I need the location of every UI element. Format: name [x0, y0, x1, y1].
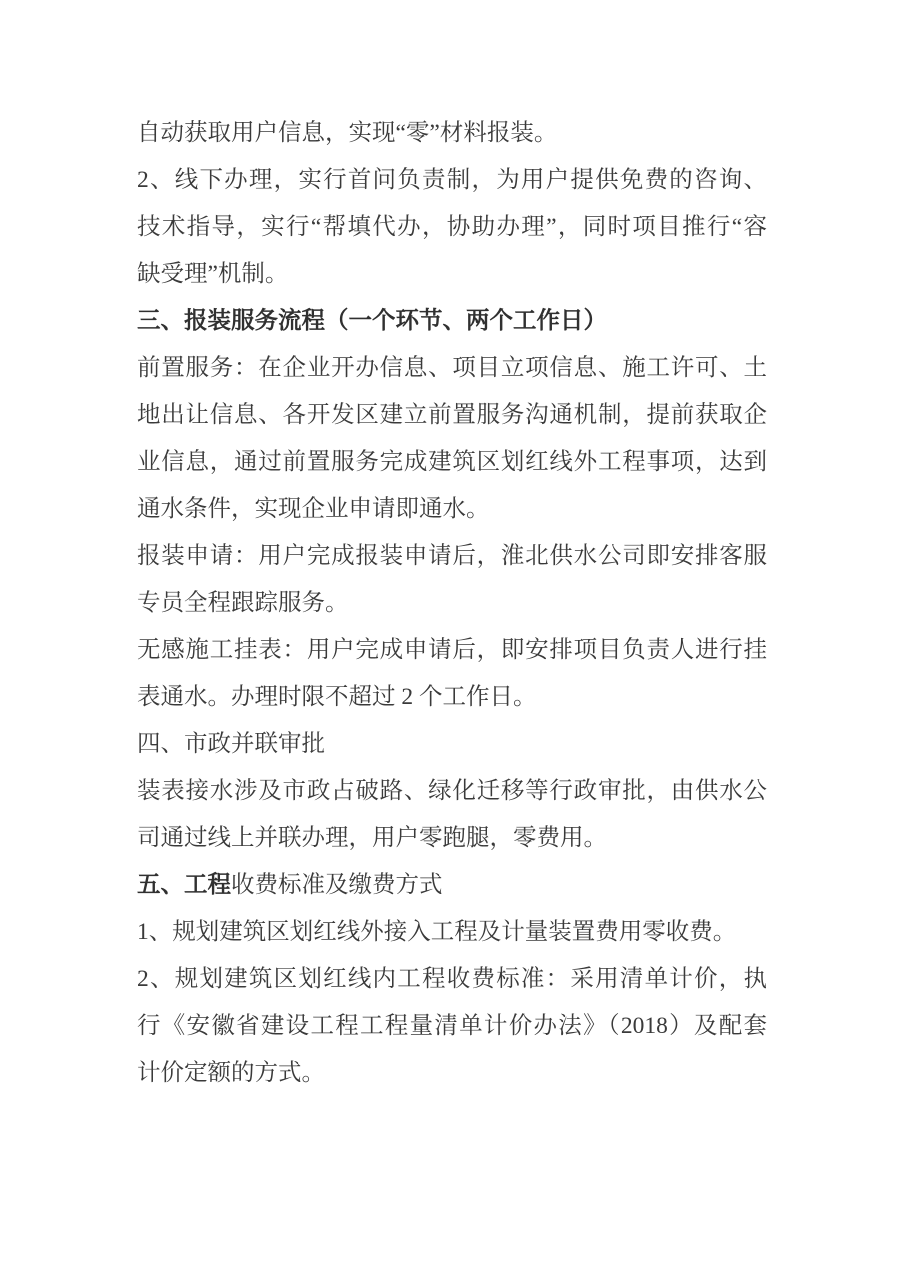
heading-section-4-municipal-approval: [137, 721, 767, 768]
bold-text-segment: 五、工程: [137, 872, 231, 898]
para-offline-handling: [137, 157, 767, 298]
text-line: [137, 204, 767, 251]
text-line: [137, 1050, 767, 1097]
text-line: [137, 251, 767, 298]
text-line: [137, 486, 767, 533]
text-segment: 1、规划建筑区划红线外接入工程及计量装置费用零收费。: [137, 919, 737, 945]
text-line: [137, 110, 767, 157]
text-segment: 行《安徽省建设工程工程量清单计价办法》（2018）及配套: [137, 1013, 767, 1039]
text-line: [137, 533, 767, 580]
text-line: [137, 439, 767, 486]
text-line: [137, 580, 767, 627]
para-preposition-service: [137, 345, 767, 533]
text-line: [137, 674, 767, 721]
text-segment: 缺受理”机制。: [137, 261, 289, 287]
text-line: [137, 157, 767, 204]
text-line: [137, 392, 767, 439]
text-segment: 装表接水涉及市政占破路、绿化迁移等行政审批，由供水公: [137, 778, 767, 804]
document-body: [137, 110, 767, 1097]
text-segment: 计价定额的方式。: [137, 1060, 325, 1086]
text-line: [137, 627, 767, 674]
para-municipal-parallel-handling: [137, 768, 767, 862]
para-fee-item-1: [137, 909, 767, 956]
text-line: [137, 956, 767, 1003]
text-line: [137, 862, 767, 909]
text-segment: 收费标准及缴费方式: [231, 872, 443, 898]
text-segment: 2、线下办理，实行首问负责制，为用户提供免费的咨询、: [137, 167, 767, 193]
text-segment: 表通水。办理时限不超过 2 个工作日。: [137, 684, 537, 710]
text-line: [137, 768, 767, 815]
para-seamless-meter-install: [137, 627, 767, 721]
text-segment: 自动获取用户信息，实现“零”材料报装。: [137, 120, 558, 146]
text-segment: 专员全程跟踪服务。: [137, 590, 349, 616]
text-segment: 通水条件，实现企业申请即通水。: [137, 496, 490, 522]
text-line: [137, 345, 767, 392]
text-segment: 四、市政并联审批: [137, 731, 325, 757]
text-segment: 前置服务：在企业开办信息、项目立项信息、施工许可、土: [137, 355, 767, 381]
text-segment: 业信息，通过前置服务完成建筑区划红线外工程事项，达到: [137, 449, 767, 475]
text-segment: 无感施工挂表：用户完成申请后，即安排项目负责人进行挂: [137, 637, 767, 663]
text-segment: 2、规划建筑区划红线内工程收费标准：采用清单计价，执: [137, 966, 767, 992]
bold-text-segment: 三、报装服务流程（一个环节、两个工作日）: [137, 308, 607, 334]
text-segment: 报装申请：用户完成报装申请后，淮北供水公司即安排客服: [137, 543, 767, 569]
text-line: [137, 721, 767, 768]
text-segment: 司通过线上并联办理，用户零跑腿，零费用。: [137, 825, 607, 851]
text-line: [137, 298, 767, 345]
heading-section-5-fee-standard: [137, 862, 767, 909]
para-installation-application: [137, 533, 767, 627]
text-line: [137, 815, 767, 862]
text-segment: 地出让信息、各开发区建立前置服务沟通机制，提前获取企: [137, 402, 767, 428]
text-line: [137, 909, 767, 956]
para-fee-item-2: [137, 956, 767, 1097]
text-segment: 技术指导，实行“帮填代办，协助办理”，同时项目推行“容: [137, 214, 767, 240]
para-online-auto-info: [137, 110, 767, 157]
text-line: [137, 1003, 767, 1050]
heading-section-3-service-process: [137, 298, 767, 345]
